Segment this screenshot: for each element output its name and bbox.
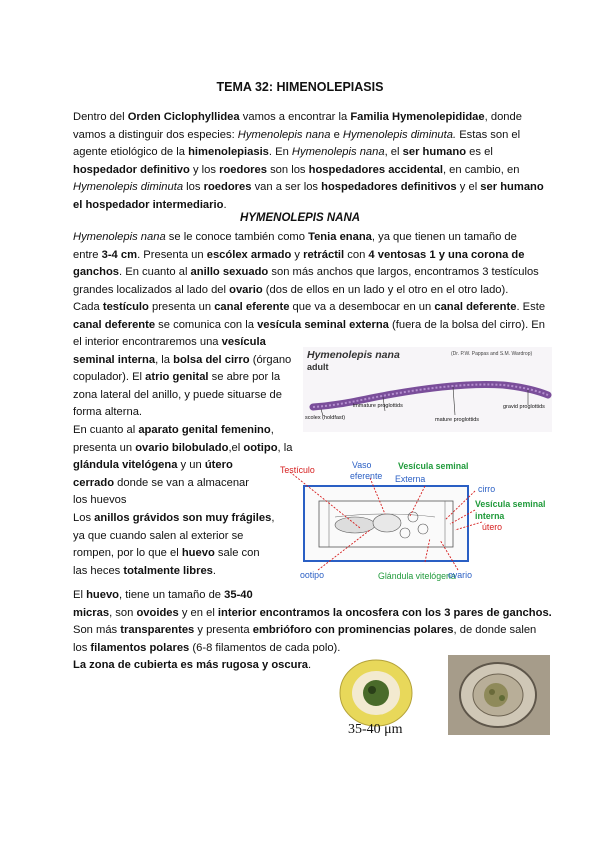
text-segment: Estas son el — [456, 128, 521, 141]
section-subtitle: HYMENOLEPIS NANA — [239, 212, 361, 224]
text-segment: . Presenta un — [137, 248, 207, 261]
nana_left-line — [73, 404, 142, 422]
text-segment: . En cuanto al — [119, 266, 191, 279]
text-segment: el interior encontraremos una — [73, 336, 222, 348]
text-segment: , en cambio, en — [442, 163, 520, 176]
text-segment: hospedadores definitivos — [321, 181, 457, 194]
text-segment: La zona de cubierta es más rugosa y oscura — [73, 659, 309, 672]
label-gravid: gravid proglottids — [503, 404, 545, 410]
egg-line — [73, 622, 536, 640]
text-segment: ovoides — [136, 606, 179, 619]
text-segment: agente etiológico de la — [73, 146, 189, 159]
text-segment: , donde — [484, 111, 522, 123]
nana_left-line — [73, 440, 292, 458]
nana_left-line — [73, 457, 233, 475]
text-segment: van a ser los — [251, 181, 322, 194]
label-immature: immature proglottids — [353, 403, 403, 409]
nana_full-line — [73, 229, 517, 247]
egg-line — [73, 657, 311, 675]
text-segment: Dentro del — [73, 111, 128, 123]
text-segment: Hymenolepis nana — [291, 146, 385, 159]
text-segment: cerrado — [73, 476, 115, 489]
text-segment: presenta un — [148, 301, 215, 314]
label-vesicula-externa: Vesícula seminal — [398, 461, 469, 471]
text-segment: copulador). El — [73, 371, 146, 384]
text-segment: son los — [266, 163, 309, 176]
text-segment: El — [73, 589, 87, 601]
text-segment: totalmente libres — [123, 564, 213, 577]
label-ovario: ovario — [448, 570, 472, 580]
text-segment: las heces — [73, 564, 124, 577]
text-segment: y un — [177, 459, 205, 472]
nana_left-line — [73, 510, 274, 528]
text-segment: ootipo — [243, 441, 278, 454]
text-segment: 3-4 cm — [101, 248, 138, 261]
intro-line — [73, 179, 544, 197]
intro-line — [73, 127, 520, 145]
text-segment: Hymenolepis nana — [73, 231, 166, 243]
nana_full-line — [73, 299, 545, 317]
text-segment: hospedador definitivo — [73, 163, 190, 176]
text-segment: se le conoce también como — [165, 231, 309, 243]
figure1-subtitle: adult — [307, 362, 329, 372]
text-segment: canal deferente — [73, 319, 156, 331]
text-segment: testículo — [102, 301, 149, 314]
label-vesicula-interna: Vesícula seminal — [475, 499, 546, 509]
text-segment: , son — [109, 606, 137, 619]
text-segment: Hymenolepis nana — [237, 128, 331, 141]
text-segment: vamos a distinguir dos especies: — [73, 128, 238, 141]
text-segment: , — [271, 512, 275, 524]
nana_left-line — [73, 528, 243, 546]
text-segment: bolsa del cirro — [173, 353, 250, 366]
nana_left-line — [73, 492, 127, 510]
text-segment: interior encontramos la oncosfera con los 3 pares de ganchos. — [217, 606, 552, 619]
text-segment: anillo sexuado — [190, 266, 269, 279]
intro-line — [73, 109, 522, 127]
text-segment: ,el — [228, 441, 244, 454]
egg-line — [73, 605, 552, 623]
text-segment: , tiene un tamaño de — [119, 589, 225, 601]
intro-line — [73, 144, 493, 162]
nana_full-line — [73, 247, 524, 265]
text-segment: Cada — [73, 301, 103, 314]
text-segment: Tenia enana — [308, 231, 372, 243]
text-segment: escólex armado — [206, 248, 292, 261]
text-segment: Orden Ciclophyllidea — [127, 111, 240, 123]
text-segment: con — [344, 248, 369, 261]
text-segment: son más anchos que largos, encontramos 3 testículos — [268, 266, 539, 279]
text-segment: , de donde salen — [453, 624, 537, 637]
text-segment: grandes localizados al lado del — [73, 283, 230, 296]
nana_left-line — [73, 563, 216, 581]
nana_left-line — [73, 387, 282, 405]
text-segment: aparato genital femenino — [138, 424, 271, 436]
text-segment: vesícula seminal externa — [257, 319, 389, 331]
nana_left-line — [73, 369, 280, 387]
text-segment: donde se van a almacenar — [114, 476, 250, 489]
nana_left-line — [73, 545, 260, 563]
figure-eggs — [338, 655, 558, 750]
text-segment: y el — [456, 181, 481, 194]
text-segment: Hymenolepis diminuta — [73, 181, 184, 194]
text-segment: embrióforo con prominencias polares — [252, 624, 454, 637]
label-interna: interna — [475, 511, 505, 521]
text-segment: . Este — [516, 301, 546, 314]
figure-adult-worm — [303, 347, 552, 432]
text-segment: , la — [277, 441, 293, 454]
text-segment: se comunica con la — [155, 319, 258, 331]
text-segment: ser humano — [480, 181, 544, 194]
text-segment: himenolepiasis — [188, 146, 269, 159]
figure-proglottid — [270, 458, 600, 588]
text-segment: sale con — [214, 547, 260, 560]
text-segment: canal eferente — [214, 301, 290, 314]
text-segment: , el — [384, 146, 403, 159]
text-segment: e — [330, 128, 343, 141]
text-segment: Hymenolepis diminuta. — [342, 128, 457, 141]
nana_full-line — [73, 282, 508, 300]
figure1-title: Hymenolepis nana — [307, 349, 400, 361]
label-ootipo: ootipo — [300, 570, 324, 580]
text-segment: útero — [204, 459, 233, 472]
label-mature: mature proglottids — [435, 417, 480, 423]
text-segment: . — [308, 659, 312, 672]
text-segment: roedores — [219, 163, 267, 176]
label-utero: útero — [482, 522, 503, 532]
nana_left-line — [73, 475, 249, 493]
text-segment: huevo — [181, 547, 215, 560]
label-glandula: Glándula vitelógena — [378, 571, 456, 581]
egg-line — [73, 640, 340, 658]
intro-line — [73, 162, 519, 180]
text-segment: (dos de ellos en un lado y el otro en el otro lado). — [262, 283, 509, 296]
page-title: TEMA 32: HIMENOLEPIASIS — [216, 80, 384, 94]
egg-size-caption: 35-40 μm — [348, 722, 403, 737]
text-segment: Son más — [73, 624, 121, 637]
text-segment: que va a desembocar en un — [289, 301, 435, 314]
label-testiculo: Testículo — [280, 465, 315, 475]
label-cirro: cirro — [478, 484, 496, 494]
nana_left-line — [73, 334, 266, 352]
text-segment: vamos a encontrar la — [239, 111, 351, 123]
text-segment: Los — [73, 512, 95, 524]
text-segment: , ya que tienen un tamaño de — [371, 231, 517, 243]
text-segment: . — [212, 564, 217, 577]
text-segment: se abre por la — [208, 371, 281, 384]
text-segment: canal deferente — [434, 301, 517, 314]
egg-line — [73, 587, 253, 605]
text-segment: zona lateral del anillo, y puede situarse de — [73, 388, 282, 401]
text-segment: forma alterna. — [73, 406, 143, 419]
text-segment: atrio genital — [145, 371, 209, 384]
text-segment: transparentes — [120, 624, 195, 637]
text-segment: (6-8 filamentos de cada polo). — [189, 641, 341, 654]
label-vaso: Vaso — [352, 460, 372, 470]
text-segment: (fuera de la bolsa del cirro). En — [388, 319, 545, 331]
text-segment: , — [270, 424, 274, 436]
text-segment: En cuanto al — [73, 424, 139, 436]
text-segment: ovario bilobulado — [135, 441, 229, 454]
text-segment: ser humano — [402, 146, 467, 159]
text-segment: filamentos polares — [90, 641, 190, 654]
text-segment: y — [291, 248, 304, 261]
figure1-credit: (Dr. P.W. Pappas and S.M. Wardrop) — [451, 351, 533, 357]
text-segment: los — [183, 181, 204, 194]
text-segment: huevo — [86, 589, 120, 601]
text-segment: Familia Hymenolepididae — [350, 111, 485, 123]
text-segment: ganchos — [73, 266, 120, 279]
proglottid-pointers — [270, 458, 600, 588]
text-segment: roedores — [203, 181, 252, 194]
nana_full-line — [73, 264, 539, 282]
nana_left-line — [73, 352, 291, 370]
text-segment: es el — [466, 146, 493, 159]
text-segment: y en el — [178, 606, 218, 619]
text-segment: 4 ventosas 1 y una corona de — [368, 248, 525, 261]
text-segment: y los — [189, 163, 220, 176]
text-segment: hospedadores accidental — [308, 163, 443, 176]
label-eferente: eferente — [350, 471, 383, 481]
text-segment: . — [223, 199, 227, 211]
nana_full-line — [73, 317, 545, 335]
text-segment: anillos grávidos son muy frágiles — [94, 512, 272, 524]
text-segment: (órgano — [249, 353, 292, 366]
text-segment: el hospedador intermediario — [73, 199, 224, 211]
text-segment: 35-40 — [224, 589, 253, 601]
text-segment: vesícula — [221, 336, 266, 348]
text-segment: glándula vitelógena — [73, 459, 178, 472]
text-segment: seminal interna — [73, 353, 156, 366]
text-segment: micras — [73, 606, 110, 619]
intro-line — [73, 197, 227, 215]
label-scolex: scolex (holdfast) — [305, 415, 346, 421]
text-segment: presenta un — [73, 441, 136, 454]
text-segment: , la — [155, 353, 174, 366]
text-segment: rompen, por lo que el — [73, 547, 182, 560]
text-segment: los — [73, 641, 91, 654]
text-segment: ya que cuando salen al exterior se — [73, 529, 244, 542]
text-segment: entre — [73, 248, 102, 261]
text-segment: . En — [268, 146, 292, 159]
text-segment: retráctil — [303, 248, 345, 261]
text-segment: los huevos — [73, 494, 127, 507]
text-segment: ovario — [229, 283, 263, 296]
nana_left-line — [73, 422, 274, 440]
label-externa: Externa — [395, 474, 426, 484]
text-segment: y presenta — [194, 624, 253, 637]
